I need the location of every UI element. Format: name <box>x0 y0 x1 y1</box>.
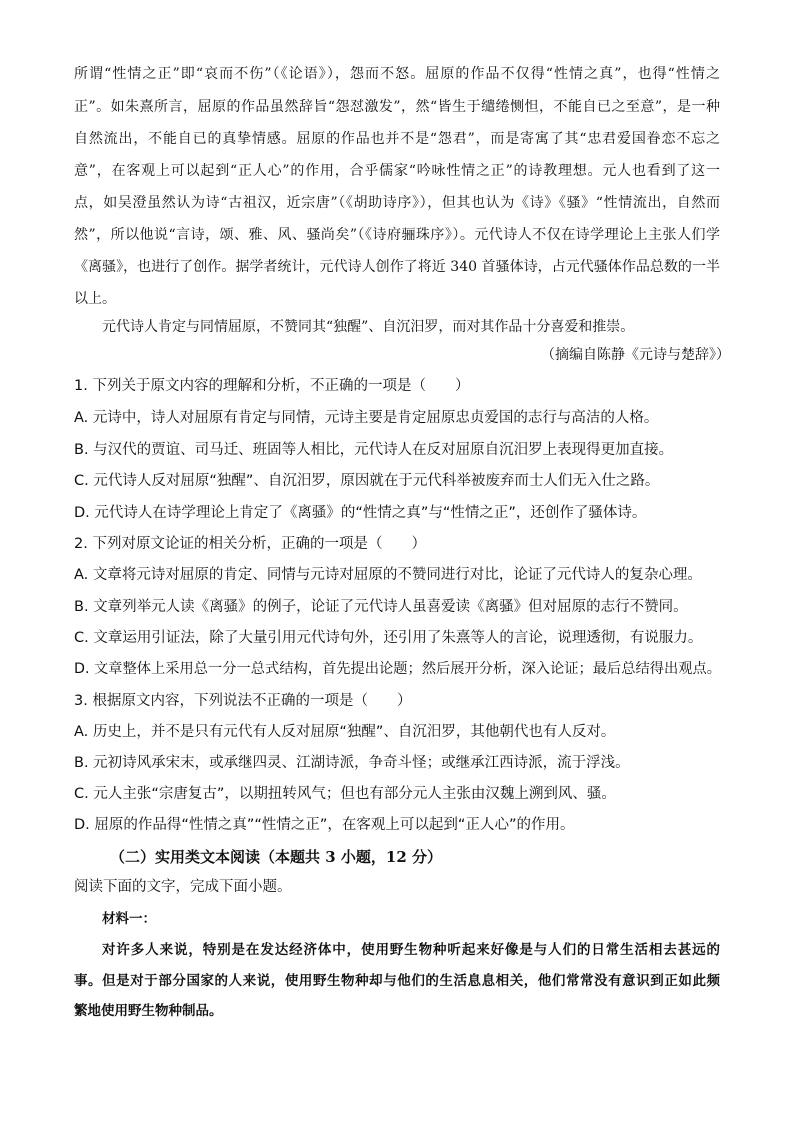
passage-line-1: 所谓“性情之正”即“哀而不伤”（《论语》），怨而不怒。屈原的作品不仅得“性情之真”，也得“性情之 <box>74 66 720 82</box>
question-2-option-d: D. 文章整体上采用总一分一总式结构，首先提出论题；然后展开分析，深入论证；最后总结得出观点。 <box>74 661 722 677</box>
question-2-option-a: A. 文章将元诗对屈原的肯定、同情与元诗对屈原的不赞同进行对比，论证了元代诗人的复杂心理。 <box>74 567 702 583</box>
section-2-heading: （二）实用类文本阅读（本题共 3 小题，12 分） <box>110 848 442 866</box>
question-3-option-a: A. 历史上，并不是只有元代有人反对屈原“独醒”、自沉汨罗，其他朝代也有人反对。 <box>74 724 616 740</box>
passage-line-2: 正”。如朱熹所言，屈原的作品虽然辞旨“怨怼激发”，然“皆生于缱绻恻怛，不能自已之至意”，是一种 <box>74 99 720 115</box>
passage-source: （摘编自陈静《元诗与楚辞》） <box>541 347 730 363</box>
question-2-option-b: B. 文章列举元人读《离骚》的例子，论证了元代诗人虽喜爱读《离骚》但对屈原的志行不赞同。 <box>74 599 688 615</box>
material-1-label: 材料一： <box>102 911 156 927</box>
question-3-option-d: D. 屈原的作品得“性情之真”“性情之正”，在客观上可以起到“正人心”的作用。 <box>74 817 575 833</box>
question-3-option-c: C. 元人主张“宗唐复古”，以期扭转风气；但也有部分元人主张由汉魏上溯到风、骚。 <box>74 786 616 802</box>
passage-line-6: 然”，所以他说“言诗，颂、雅、风、骚尚矣”（《诗府骊珠序》）。元代诗人不仅在诗学理论上主张人们学 <box>74 227 720 243</box>
passage-line-4: 意”，在客观上可以起到“正人心”的作用，合乎儒家“吟咏性情之正”的诗教理想。元人也看到了这一 <box>74 163 720 179</box>
question-1-option-d: D. 元代诗人在诗学理论上肯定了《离骚》的“性情之真”与“性情之正”，还创作了骚体诗。 <box>74 505 647 521</box>
passage-line-3: 自然流出，不能自已的真挚情感。屈原的作品也并不是“怨君”，而是寄寓了其“忠君爱国眷恋不忘之 <box>74 131 720 147</box>
material-1-line-3: 繁地使用野生物种制品。 <box>74 1003 223 1019</box>
material-1-line-1: 对许多人来说，特别是在发达经济体中，使用野生物种听起来好像是与人们的日常生活相去甚远的 <box>102 942 720 958</box>
question-2-option-c: C. 文章运用引证法，除了大量引用元代诗句外，还引用了朱熹等人的言论，说理透彻，有说服力。 <box>74 630 703 646</box>
material-1-line-2: 事。但是对于部分国家的人来说，使用野生物种却与他们的生活息息相关，他们常常没有意识到正如此频 <box>74 973 720 989</box>
passage-line-5: 点，如吴澄虽然认为诗“古祖汉，近宗唐”（《胡助诗序》），但其也认为《诗》《骚》“性情流出，自然而 <box>74 195 720 211</box>
passage-summary: 元代诗人肯定与同情屈原，不赞同其“独醒”、自沉汨罗，而对其作品十分喜爱和推崇。 <box>102 319 635 335</box>
section-2-instruction: 阅读下面的文字，完成下面小题。 <box>74 879 292 895</box>
question-1-option-b: B. 与汉代的贾谊、司马迁、班固等人相比，元代诗人在反对屈原自沉汨罗上表现得更加直接。 <box>74 442 674 458</box>
question-3-option-b: B. 元初诗风承宋末，或承继四灵、江湖诗派，争奇斗怪；或继承江西诗派，流于浮浅。 <box>74 755 630 771</box>
question-1-option-c: C. 元代诗人反对屈原“独醒”、自沉汨罗，原因就在于元代科举被废弃而士人们无入仕之路。 <box>74 473 660 489</box>
question-1-stem: 1. 下列关于原文内容的理解和分析，不正确的一项是（ ） <box>74 378 470 394</box>
passage-line-7: 《离骚》，也进行了创作。据学者统计，元代诗人创作了将近 340 首骚体诗，占元代骚体作品总数的一半 <box>74 259 720 275</box>
passage-line-8: 以上。 <box>74 291 116 307</box>
question-1-option-a: A. 元诗中，诗人对屈原有肯定与同情，元诗主要是肯定屈原忠贞爱国的志行与高洁的人格。 <box>74 410 659 426</box>
question-2-stem: 2. 下列对原文论证的相关分析，正确的一项是（ ） <box>74 536 426 552</box>
question-3-stem: 3. 根据原文内容，下列说法不正确的一项是（ ） <box>74 693 412 709</box>
